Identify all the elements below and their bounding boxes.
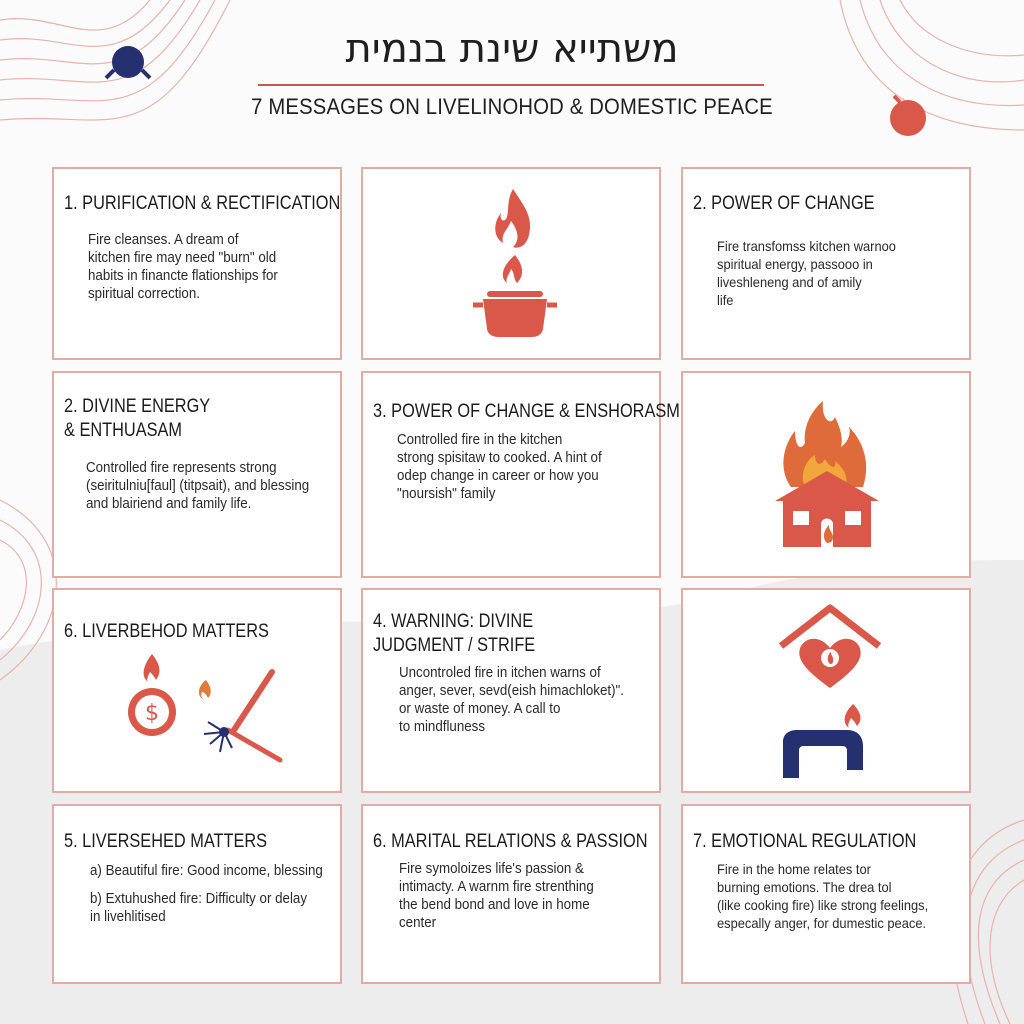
card-divine-energy bbox=[52, 371, 342, 578]
coin-fire-icon bbox=[122, 652, 182, 742]
house-fire-icon bbox=[771, 397, 883, 553]
card-livelihood-matters bbox=[52, 588, 342, 793]
english-subtitle: 7 MESSAGES ON LIVELINOHOD & DOMESTIC PEACE bbox=[251, 94, 773, 119]
red-ornament-icon bbox=[880, 92, 940, 142]
card-text: Controlled fire in the kitchen strong spisitaw to cooked. A hint of odep change in career or how you "noursish" family bbox=[397, 432, 602, 502]
card-title: 5. LIVERSEHED MATTERS bbox=[64, 831, 268, 852]
card-marital-relations bbox=[361, 804, 661, 984]
card-warning-divine-judgment bbox=[361, 588, 661, 793]
title-divider bbox=[258, 84, 764, 86]
card-emotional-regulation bbox=[681, 804, 971, 984]
faucet-fire-icon bbox=[779, 700, 879, 780]
card-title: 2. POWER OF CHANGE bbox=[693, 193, 875, 214]
pot-fire-icon bbox=[463, 187, 563, 347]
card-text: Uncontroled fire in itchen warns of anger, sever, sevd(eish himachloket)". or waste of money. A call to to mindfluness bbox=[399, 665, 624, 735]
card-text: Fire cleanses. A dream of kitchen fire may need "burn" old habits in financte flationships for spiritual correction. bbox=[88, 232, 278, 302]
card-text: Fire transfomss kitchen warnoo spiritual energy, passooo in liveshleneng and of amily life bbox=[717, 238, 896, 308]
card-pot-illustration bbox=[361, 167, 661, 360]
card-title: 3. POWER OF CHANGE & ENSHORASM bbox=[373, 401, 680, 422]
card-title: 7. EMOTIONAL REGULATION bbox=[693, 831, 917, 852]
card-power-of-change bbox=[681, 167, 971, 360]
svg-text:$: $ bbox=[145, 701, 159, 726]
card-purification bbox=[52, 167, 342, 360]
card-text: Fire symoloizes life's passion & intimacty. A warnm fire strenthing the bend bond and love in home center bbox=[399, 861, 594, 931]
card-power-of-change-enthusiasm bbox=[361, 371, 680, 578]
card-title: 6. MARITAL RELATIONS & PASSION bbox=[373, 831, 648, 852]
match-icon bbox=[194, 668, 284, 763]
card-text: Fire in the home relates tor burning emotions. The drea tol (like cooking fire) like strong feelings, especally anger, for dumestic peace. bbox=[717, 861, 929, 931]
hebrew-title: משתייא שינת בנמית bbox=[345, 26, 679, 72]
card-house-fire-illustration bbox=[681, 371, 971, 578]
card-text-b: b) Extuhushed fire: Difficulty or delay in livehlitised bbox=[90, 891, 308, 925]
card-title: 2. DIVINE ENERGY & ENTHUASAM bbox=[64, 396, 211, 441]
card-title: 4. WARNING: DIVINE JUDGMENT / STRIFE bbox=[373, 611, 536, 656]
house-heart-icon bbox=[775, 600, 885, 690]
card-home-illustration bbox=[681, 588, 971, 793]
card-text: Controlled fire represents strong (seiritulniu[faul] (titpsait), and blessing and blairiend and family life. bbox=[86, 460, 310, 512]
card-livelihood-matters-2 bbox=[52, 804, 342, 984]
card-title: 1. PURIFICATION & RECTIFICATION bbox=[64, 193, 341, 214]
navy-ornament-icon bbox=[100, 40, 160, 90]
card-text-a: a) Beautiful fire: Good income, blessing bbox=[90, 863, 323, 879]
card-title: 6. LIVERBEHOD MATTERS bbox=[64, 621, 269, 642]
